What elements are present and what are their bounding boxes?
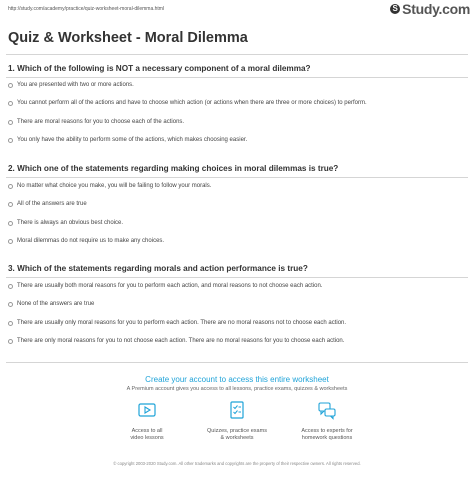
answer-text: You cannot perform all of the actions and have to choose which action (or actions when there are three or more choices) to perform.: [17, 100, 367, 106]
radio-button[interactable]: [8, 184, 13, 189]
answer-text: There are moral reasons for you to choose each of the actions.: [17, 119, 185, 125]
answer-text: There are only moral reasons for you to not choose each action. There are no moral reasons for you to choose each action.: [17, 338, 345, 344]
answer-text: There are usually both moral reasons for you to perform each action, and moral reasons to not choose each action.: [17, 283, 323, 289]
answer-option[interactable]: [8, 301, 94, 307]
answer-option[interactable]: [8, 201, 87, 207]
answer-option[interactable]: [8, 238, 164, 244]
answer-option[interactable]: [8, 137, 247, 143]
radio-button[interactable]: [8, 321, 13, 326]
experts-icon: [317, 400, 337, 420]
title-divider: [6, 54, 468, 55]
page-url[interactable]: http://study.com/academy/practice/quiz-worksheet-moral-dilemma.html: [8, 6, 165, 12]
answer-option[interactable]: [8, 119, 184, 125]
answer-option[interactable]: [8, 220, 123, 226]
question-2: 2. Which one of the statements regarding making choices in moral dilemmas is true?: [8, 164, 339, 173]
feature-quizzes: [192, 400, 282, 442]
radio-button[interactable]: [8, 101, 13, 106]
question-divider: [6, 277, 468, 278]
answer-text: There are usually only moral reasons for you to perform each action. There are no moral reasons not to choose each action.: [17, 320, 347, 326]
feature-label-line2: & worksheets: [220, 435, 254, 441]
radio-button[interactable]: [8, 138, 13, 143]
question-divider: [6, 77, 468, 78]
copyright-footer: [0, 461, 474, 466]
radio-button[interactable]: [8, 202, 13, 207]
answer-text: None of the answers are true: [17, 301, 95, 307]
promo-divider: [6, 362, 468, 363]
feature-label-line1: Access to experts for: [301, 428, 353, 434]
page-title: Quiz & Worksheet - Moral Dilemma: [8, 30, 248, 46]
feature-label-line1: Quizzes, practice exams: [207, 428, 267, 434]
answer-text: All of the answers are true: [17, 201, 87, 207]
answer-option[interactable]: [8, 183, 211, 189]
answer-option[interactable]: [8, 283, 323, 289]
radio-button[interactable]: [8, 302, 13, 307]
answer-option[interactable]: [8, 338, 344, 344]
feature-video-lessons: [102, 400, 192, 442]
feature-experts: [282, 400, 372, 442]
promo-subtitle: A Premium account gives you access to all lessons, practice exams, quizzes & worksheets: [126, 386, 348, 392]
radio-button[interactable]: [8, 339, 13, 344]
header-bar: [6, 2, 470, 18]
study-logo[interactable]: [390, 1, 470, 17]
answer-text: You are presented with two or more actions.: [17, 82, 134, 88]
answer-text: No matter what choice you make, you will be failing to follow your morals.: [17, 183, 212, 189]
answer-option[interactable]: [8, 100, 367, 106]
logo-text: Study.com: [402, 1, 470, 17]
video-icon: [137, 400, 157, 420]
create-account-link[interactable]: Create your account to access this entire worksheet: [145, 375, 329, 384]
feature-label-line1: Access to all: [131, 428, 163, 434]
question-1: 1. Which of the following is NOT a necessary component of a moral dilemma?: [8, 64, 311, 73]
radio-button[interactable]: [8, 83, 13, 88]
radio-button[interactable]: [8, 221, 13, 226]
answer-text: You only have the ability to perform some of the actions, which makes choosing easier.: [17, 137, 248, 143]
quiz-icon: [227, 400, 247, 420]
answer-option[interactable]: [8, 82, 134, 88]
logo-mark-icon: S: [390, 4, 400, 14]
copyright-text: © copyright 2003-2020 Study.com. All other trademarks and copyrights are the property of their respective owners. All rights reserved.: [113, 461, 361, 466]
feature-label-line2: homework questions: [301, 435, 353, 441]
question-3: 3. Which of the statements regarding morals and action performance is true?: [8, 264, 308, 273]
question-divider: [6, 177, 468, 178]
answer-text: Moral dilemmas do not require us to make any choices.: [17, 238, 165, 244]
radio-button[interactable]: [8, 120, 13, 125]
feature-label-line2: video lessons: [130, 435, 164, 441]
answer-text: There is always an obvious best choice.: [17, 220, 124, 226]
answer-option[interactable]: [8, 320, 346, 326]
radio-button[interactable]: [8, 239, 13, 244]
radio-button[interactable]: [8, 284, 13, 289]
